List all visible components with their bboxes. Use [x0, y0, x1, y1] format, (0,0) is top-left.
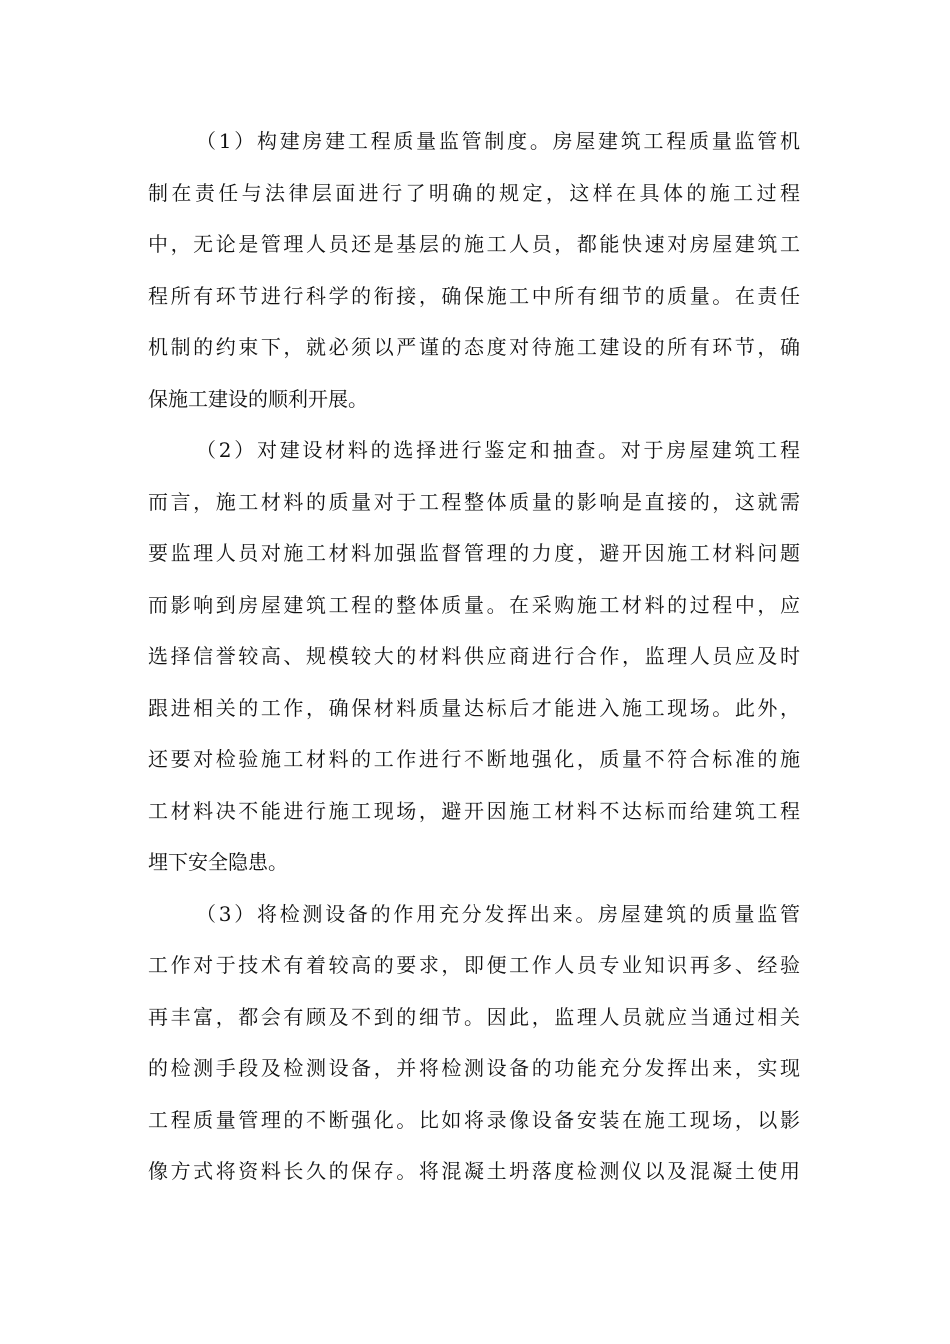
- paragraph-line: （3）将检测设备的作用充分发挥出来。房屋建筑的质量监管: [196, 901, 800, 926]
- paragraph-1: [148, 116, 800, 425]
- paragraph-line: 程所有环节进行科学的衔接，确保施工中所有细节的质量。在责任: [148, 283, 800, 308]
- paragraph-line: 的检测手段及检测设备，并将检测设备的功能充分发挥出来，实现: [148, 1056, 800, 1080]
- paragraph-line: 制在责任与法律层面进行了明确的规定，这样在具体的施工过程: [148, 180, 800, 205]
- paragraph-3: [148, 889, 800, 1198]
- paragraph-line: 再丰富，都会有顾及不到的细节。因此，监理人员就应当通过相关: [148, 1004, 800, 1029]
- paragraph-line: 选择信誉较高、规模较大的材料供应商进行合作，监理人员应及时: [148, 644, 800, 668]
- paragraph-line: 工程质量管理的不断强化。比如将录像设备安装在施工现场，以影: [148, 1107, 800, 1132]
- paragraph-line: 跟进相关的工作，确保材料质量达标后才能进入施工现场。此外，: [148, 695, 800, 720]
- paragraph-line: 机制的约束下，就必须以严谨的态度对待施工建设的所有环节，确: [148, 335, 800, 359]
- paragraph-line: 而言，施工材料的质量对于工程整体质量的影响是直接的，这就需: [148, 489, 800, 514]
- paragraph-line: 工材料决不能进行施工现场，避开因施工材料不达标而给建筑工程: [148, 798, 800, 823]
- paragraph-line: （1）构建房建工程质量监管制度。房屋建筑工程质量监管机: [196, 129, 800, 153]
- body-text: [148, 116, 800, 1198]
- paragraph-line: 中，无论是管理人员还是基层的施工人员，都能快速对房屋建筑工: [148, 232, 800, 256]
- paragraph-line: 埋下安全隐患。: [148, 850, 288, 874]
- paragraph-line: （2）对建设材料的选择进行鉴定和抽查。对于房屋建筑工程: [196, 438, 800, 462]
- paragraph-line: 而影响到房屋建筑工程的整体质量。在采购施工材料的过程中，应: [148, 592, 800, 617]
- paragraph-line: 工作对于技术有着较高的要求，即便工作人员专业知识再多、经验: [148, 953, 800, 977]
- paragraph-2: [148, 425, 800, 889]
- paragraph-line: 还要对检验施工材料的工作进行不断地强化，质量不符合标准的施: [148, 747, 800, 771]
- paragraph-line: 像方式将资料长久的保存。将混凝土坍落度检测仪以及混凝土使用: [148, 1159, 800, 1183]
- paragraph-line: 要监理人员对施工材料加强监督管理的力度，避开因施工材料问题: [148, 541, 800, 565]
- paragraph-line: 保施工建设的顺利开展。: [148, 386, 368, 411]
